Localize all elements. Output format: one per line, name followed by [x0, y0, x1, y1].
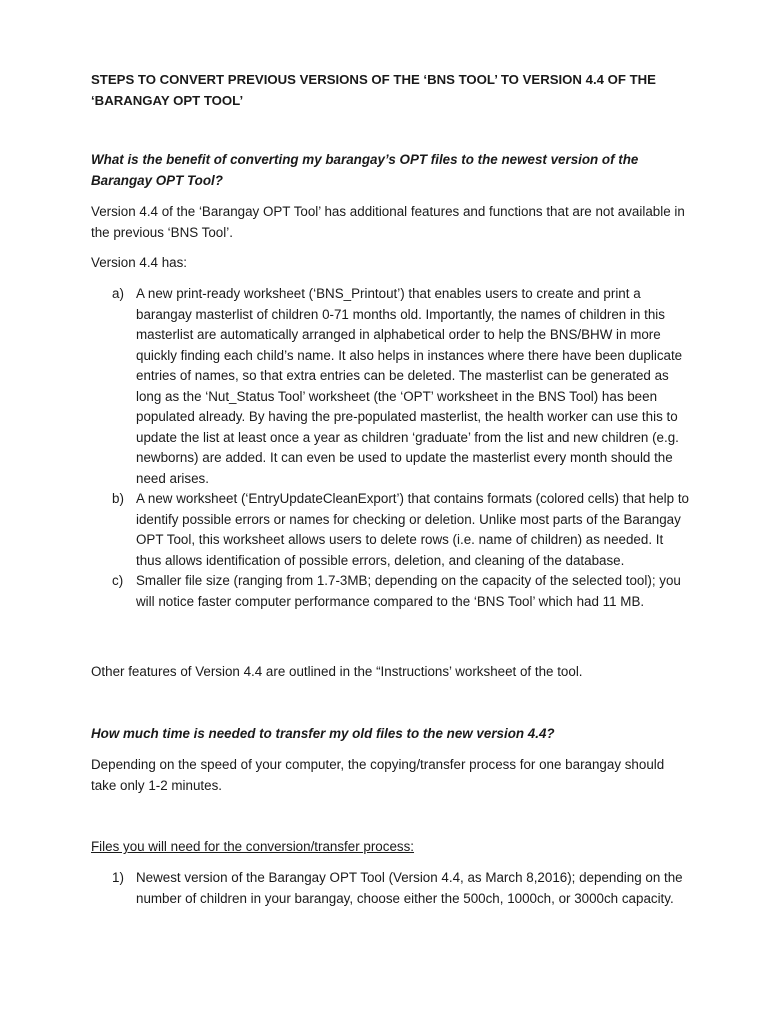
list-marker: c) [112, 573, 124, 588]
list-item [91, 284, 691, 489]
list-item-text: Smaller file size (ranging from 1.7-3MB; depending on the capacity of the selected tool); you will notice faster computer performance compared to the ‘BNS Tool’ which had 11 MB. [136, 573, 681, 609]
list-marker: 1) [112, 870, 124, 885]
list-marker: b) [112, 491, 124, 506]
document-title: STEPS TO CONVERT PREVIOUS VERSIONS OF THE ‘BNS TOOL’ TO VERSION 4.4 OF THE ‘BARANGAY OPT TOOL’ [91, 72, 656, 108]
list-item [91, 489, 691, 571]
files-list [91, 868, 691, 909]
paragraph-intro: Version 4.4 of the ‘Barangay OPT Tool’ has additional features and functions that are not available in the previous ‘BNS Tool’. [91, 204, 685, 240]
files-heading: Files you will need for the conversion/transfer process: [91, 839, 415, 854]
list-item [91, 571, 691, 612]
list-item [91, 868, 691, 909]
paragraph-time-answer: Depending on the speed of your computer, the copying/transfer process for one barangay should take only 1-2 minutes. [91, 757, 665, 793]
paragraph-other-features: Other features of Version 4.4 are outlined in the “Instructions’ worksheet of the tool. [91, 664, 583, 679]
list-item-text: Newest version of the Barangay OPT Tool (Version 4.4, as March 8,2016); depending on the number of children in your barangay, choose either the 500ch, 1000ch, or 3000ch capacity. [136, 870, 683, 906]
question-time: How much time is needed to transfer my old files to the new version 4.4? [91, 726, 555, 741]
list-item-text: A new print-ready worksheet (‘BNS_Printout’) that enables users to create and print a barangay masterlist of children 0-71 months old. Importantly, the names of children in this masterlist are automatically arranged in alphabetical order to help the BNS/BHW in more quickly finding each child’s name. It also helps in instances where there have been duplicate entries of names, so that extra entries can be deleted. The masterlist can be generated as long as the ‘Nut_Status Tool’ worksheet (the ‘OPT’ worksheet in the BNS Tool) has been populated already. By having the pre-populated masterlist, the health worker can use this to update the list at least once a year as children ‘graduate’ from the list and new children (e.g. newborns) are added. It can even be used to update the masterlist every month should the need arises. [136, 286, 683, 486]
feature-list [91, 284, 691, 612]
list-marker: a) [112, 286, 124, 301]
paragraph-version-has: Version 4.4 has: [91, 255, 188, 270]
question-benefit: What is the benefit of converting my barangay’s OPT files to the newest version of the Barangay OPT Tool? [91, 152, 639, 188]
list-item-text: A new worksheet (‘EntryUpdateCleanExport’) that contains formats (colored cells) that help to identify possible errors or names for checking or deletion. Unlike most parts of the Barangay OPT Tool, this worksheet allows users to delete rows (i.e. name of children) as needed. It thus allows identification of possible errors, deletion, and cleaning of the database. [136, 491, 689, 568]
